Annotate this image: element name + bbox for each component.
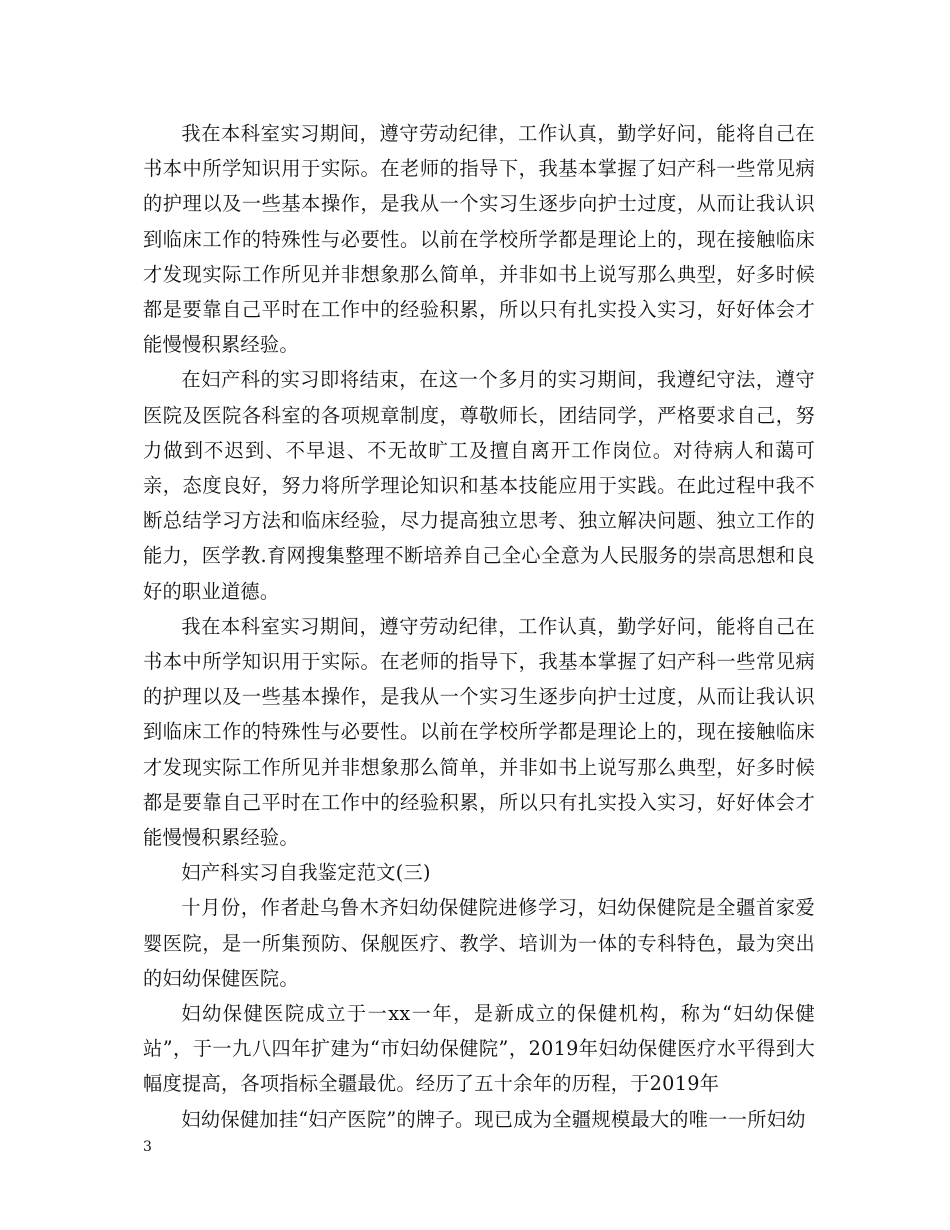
paragraph-6: 妇幼保健加挂“妇产医院”的牌子。现已成为全疆规模最大的唯一一所妇幼 [181, 1107, 806, 1131]
paragraph-4: 十月份，作者赴乌鲁木齐妇幼保健院进修学习，妇幼保健院是全疆首家爱婴医院，是一所集预防、保舰医疗、教学、培训为一体的专科特色，最为突出的妇幼保健医院。 [143, 896, 815, 990]
paragraph-2: 在妇产科的实习即将结束，在这一个多月的实习期间，我遵纪守法，遵守医院及医院各科室的各项规章制度，尊敬师长，团结同学，严格要求自己，努力做到不迟到、不早退、不无故旷工及擅自离开工作岗位。对待病人和蔼可亲，态度良好，努力将所学理论知识和基本技能应用于实践。在此过程中我不断总结学习方法和临床经验，尽力提高独立思考、独立解决问题、独立工作的能力，医学教.育网搜集整理不断培养自己全心全意为人民服务的崇高思想和良好的职业道德。 [143, 368, 815, 603]
paragraph-5: 妇幼保健医院成立于一xx一年，是新成立的保健机构，称为“妇幼保健站”，于一九八四年扩建为“市妇幼保健院”，2019年妇幼保健医疗水平得到大幅度提高，各项指标全疆最优。经历了五十余年的历程，于2019年 [143, 1002, 815, 1096]
paragraph-1: 我在本科室实习期间，遵守劳动纪律，工作认真，勤学好问，能将自己在书本中所学知识用于实际。在老师的指导下，我基本掌握了妇产科一些常见病的护理以及一些基本操作，是我从一个实习生逐步向护士过度，从而让我认识到临床工作的特殊性与必要性。以前在学校所学都是理论上的，现在接触临床才发现实际工作所见并非想象那么简单，并非如书上说写那么典型，好多时候都是要靠自己平时在工作中的经验积累，所以只有扎实投入实习，好好体会才能慢慢积累经验。 [143, 122, 815, 357]
document-body [143, 116, 815, 1137]
page-number: 3 [143, 1139, 152, 1155]
paragraph-3: 我在本科室实习期间，遵守劳动纪律，工作认真，勤学好问，能将自己在书本中所学知识用于实际。在老师的指导下，我基本掌握了妇产科一些常见病的护理以及一些基本操作，是我从一个实习生逐步向护士过度，从而让我认识到临床工作的特殊性与必要性。以前在学校所学都是理论上的，现在接触临床才发现实际工作所见并非想象那么简单，并非如书上说写那么典型，好多时候都是要靠自己平时在工作中的经验积累，所以只有扎实投入实习，好好体会才能慢慢积累经验。 [143, 614, 815, 850]
section-heading: 妇产科实习自我鉴定范文(三) [181, 861, 431, 885]
